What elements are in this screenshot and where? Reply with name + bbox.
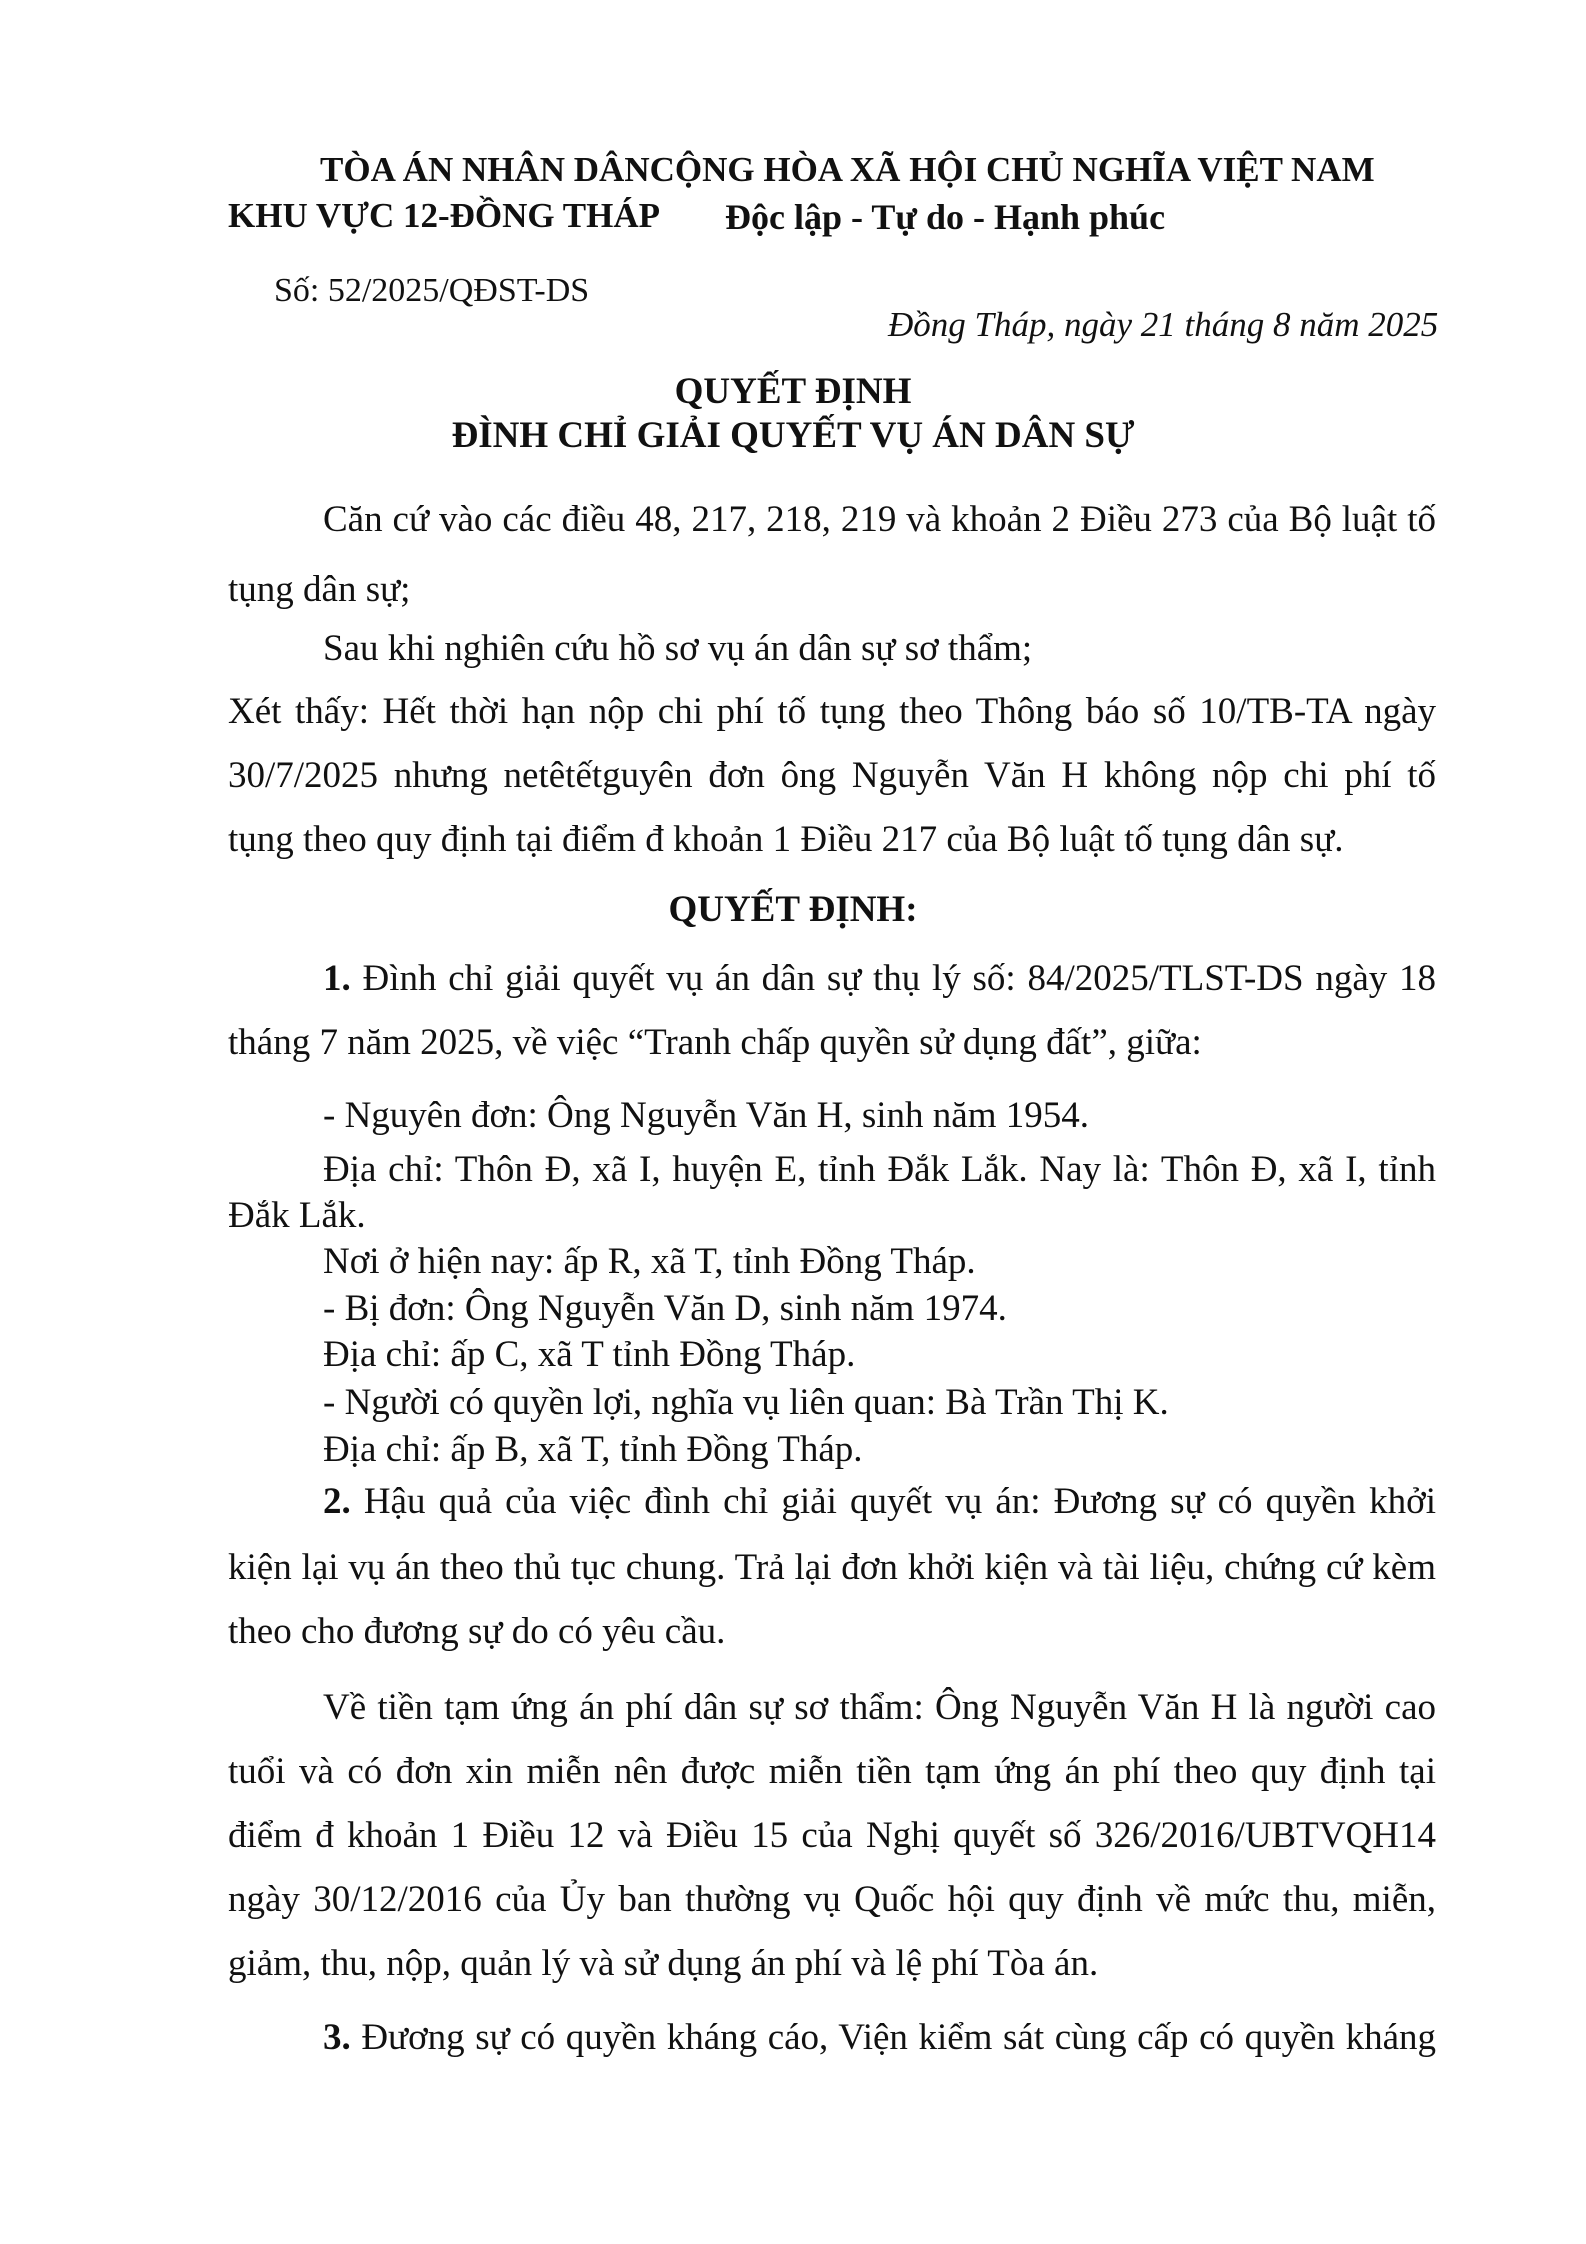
document-subtitle: ĐÌNH CHỈ GIẢI QUYẾT VỤ ÁN DÂN SỰ xyxy=(451,415,1135,456)
legal-basis-line-1: Căn cứ vào các điều 48, 217, 218, 219 và khoản 2 Điều 273 của Bộ luật tố xyxy=(323,499,1436,540)
fee-line-5: giảm, thu, nộp, quản lý và sử dụng án phí và lệ phí Tòa án. xyxy=(228,1943,1099,1984)
plaintiff: - Nguyên đơn: Ông Nguyễn Văn H, sinh năm 1954. xyxy=(323,1095,1089,1136)
item-2-text: Hậu quả của việc đình chỉ giải quyết vụ án: Đương sự có quyền khởi xyxy=(350,1481,1436,1522)
item-2-line-1 xyxy=(323,1480,1436,1523)
defendant-address: Địa chỉ: ấp C, xã T tỉnh Đồng Tháp. xyxy=(323,1334,856,1375)
plaintiff-address-line-1: Địa chỉ: Thôn Đ, xã I, huyện E, tỉnh Đắk Lắk. Nay là: Thôn Đ, xã I, tỉnh xyxy=(323,1149,1436,1190)
national-title: CỘNG HÒA XÃ HỘI CHỦ NGHĨA VIỆT NAM xyxy=(649,150,1375,189)
study-statement: Sau khi nghiên cứu hồ sơ vụ án dân sự sơ thẩm; xyxy=(323,628,1033,669)
item-2-line-2: kiện lại vụ án theo thủ tục chung. Trả lại đơn khởi kiện và tài liệu, chứng cứ kèm xyxy=(228,1547,1436,1588)
place-and-date: Đồng Tháp, ngày 21 tháng 8 năm 2025 xyxy=(888,305,1439,344)
item-3-line-1 xyxy=(323,2016,1436,2059)
national-motto: Độc lập - Tự do - Hạnh phúc xyxy=(725,197,1166,237)
related-party: - Người có quyền lợi, nghĩa vụ liên quan: Bà Trần Thị K. xyxy=(323,1382,1169,1423)
item-1-line-1 xyxy=(323,957,1436,1000)
fee-line-4: ngày 30/12/2016 của Ủy ban thường vụ Quốc hội quy định về mức thu, miễn, xyxy=(228,1879,1436,1920)
court-name-text: TÒA ÁN NHÂN DÂN xyxy=(320,150,650,189)
item-3-number: 3. xyxy=(323,2017,351,2058)
consideration-line-2: 30/7/2025 nhưng netêtếtguyên đơn ông Nguyễn Văn H không nộp chi phí tố xyxy=(228,755,1436,796)
consideration-line-1: Xét thấy: Hết thời hạn nộp chi phí tố tụng theo Thông báo số 10/TB-TA ngày xyxy=(228,691,1436,732)
item-2-number: 2. xyxy=(323,1481,351,1522)
plaintiff-residence: Nơi ở hiện nay: ấp R, xã T, tỉnh Đồng Tháp. xyxy=(323,1241,976,1282)
fee-line-1: Về tiền tạm ứng án phí dân sự sơ thẩm: Ông Nguyễn Văn H là người cao xyxy=(323,1687,1436,1728)
item-1-text: Đình chỉ giải quyết vụ án dân sự thụ lý số: 84/2025/TLST-DS ngày 18 xyxy=(350,958,1436,999)
legal-basis-line-2: tụng dân sự; xyxy=(228,569,411,610)
consideration-line-3: tụng theo quy định tại điểm đ khoản 1 Điều 217 của Bộ luật tố tụng dân sự. xyxy=(228,819,1344,860)
defendant: - Bị đơn: Ông Nguyễn Văn D, sinh năm 1974. xyxy=(323,1288,1007,1329)
plaintiff-address-line-2: Đắk Lắk. xyxy=(228,1195,366,1236)
document-title: QUYẾT ĐỊNH xyxy=(674,371,912,412)
document-number: Số: 52/2025/QĐST-DS xyxy=(274,272,590,309)
fee-line-2: tuổi và có đơn xin miễn nên được miễn tiền tạm ứng án phí theo quy định tại xyxy=(228,1751,1436,1792)
court-region: KHU VỰC 12-ĐỒNG THÁP xyxy=(228,196,660,235)
item-1-line-2: tháng 7 năm 2025, về việc “Tranh chấp quyền sử dụng đất”, giữa: xyxy=(228,1022,1202,1063)
item-2-line-3: theo cho đương sự do có yêu cầu. xyxy=(228,1611,726,1652)
court-name xyxy=(320,150,1375,190)
item-3-text: Đương sự có quyền kháng cáo, Viện kiểm sát cùng cấp có quyền kháng xyxy=(350,2017,1436,2058)
decision-heading: QUYẾT ĐỊNH: xyxy=(668,889,918,930)
item-1-number: 1. xyxy=(323,958,351,999)
related-party-address: Địa chỉ: ấp B, xã T, tỉnh Đồng Tháp. xyxy=(323,1429,863,1470)
fee-line-3: điểm đ khoản 1 Điều 12 và Điều 15 của Nghị quyết số 326/2016/UBTVQH14 xyxy=(228,1815,1436,1856)
